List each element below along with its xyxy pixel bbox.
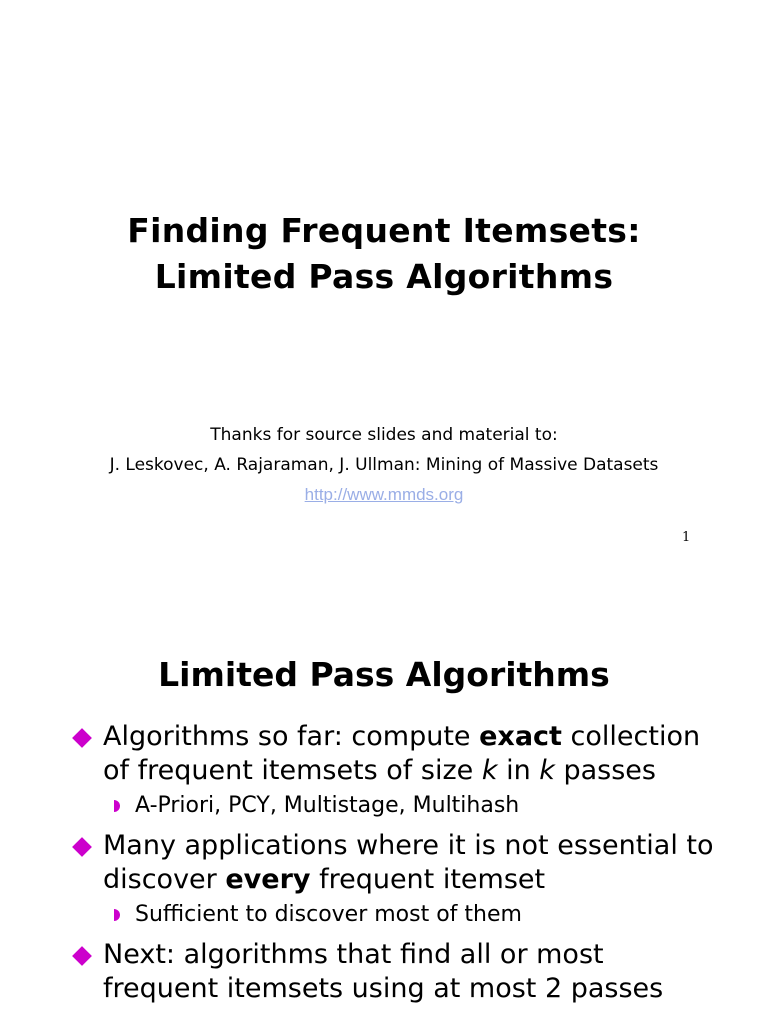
bullet-item	[0, 829, 768, 897]
title-line-1: Finding Frequent Itemsets:	[127, 211, 641, 250]
bullet-line: Algorithms so far: compute exact collection	[103, 721, 701, 752]
content-slide	[0, 580, 768, 1024]
diamond-bullet-icon	[72, 946, 92, 966]
bullet-list	[0, 720, 768, 1009]
bullet-line: Next: algorithms that find all or most	[103, 939, 604, 970]
bullet-line: discover every frequent itemset	[103, 864, 546, 895]
credits	[0, 420, 768, 510]
slide-title	[0, 208, 768, 300]
slide-title-2: Limited Pass Algorithms	[158, 655, 610, 694]
diamond-bullet-icon	[72, 837, 92, 857]
bullet-item	[0, 720, 768, 788]
half-circle-bullet-icon	[114, 800, 120, 812]
bullet-item	[0, 938, 768, 1006]
bullet-line: Many applications where it is not essential to	[103, 830, 714, 861]
credits-intro: Thanks for source slides and material to:	[210, 425, 558, 445]
mmds-link[interactable]: http://www.mmds.org	[304, 485, 464, 504]
diamond-bullet-icon	[72, 728, 92, 748]
bullet-line: frequent itemsets using at most 2 passes	[103, 973, 664, 1004]
half-circle-bullet-icon	[114, 909, 120, 921]
sub-bullet-item: Sufficient to discover most of them	[0, 900, 768, 930]
bullet-line: of frequent itemsets of size k in k passes	[103, 755, 656, 786]
page-number: 1	[682, 530, 691, 545]
credits-authors: J. Leskovec, A. Rajaraman, J. Ullman: Mining of Massive Datasets	[109, 455, 659, 475]
sub-bullet-item: A-Priori, PCY, Multistage, Multihash	[0, 791, 768, 821]
title-line-2: Limited Pass Algorithms	[154, 257, 614, 296]
